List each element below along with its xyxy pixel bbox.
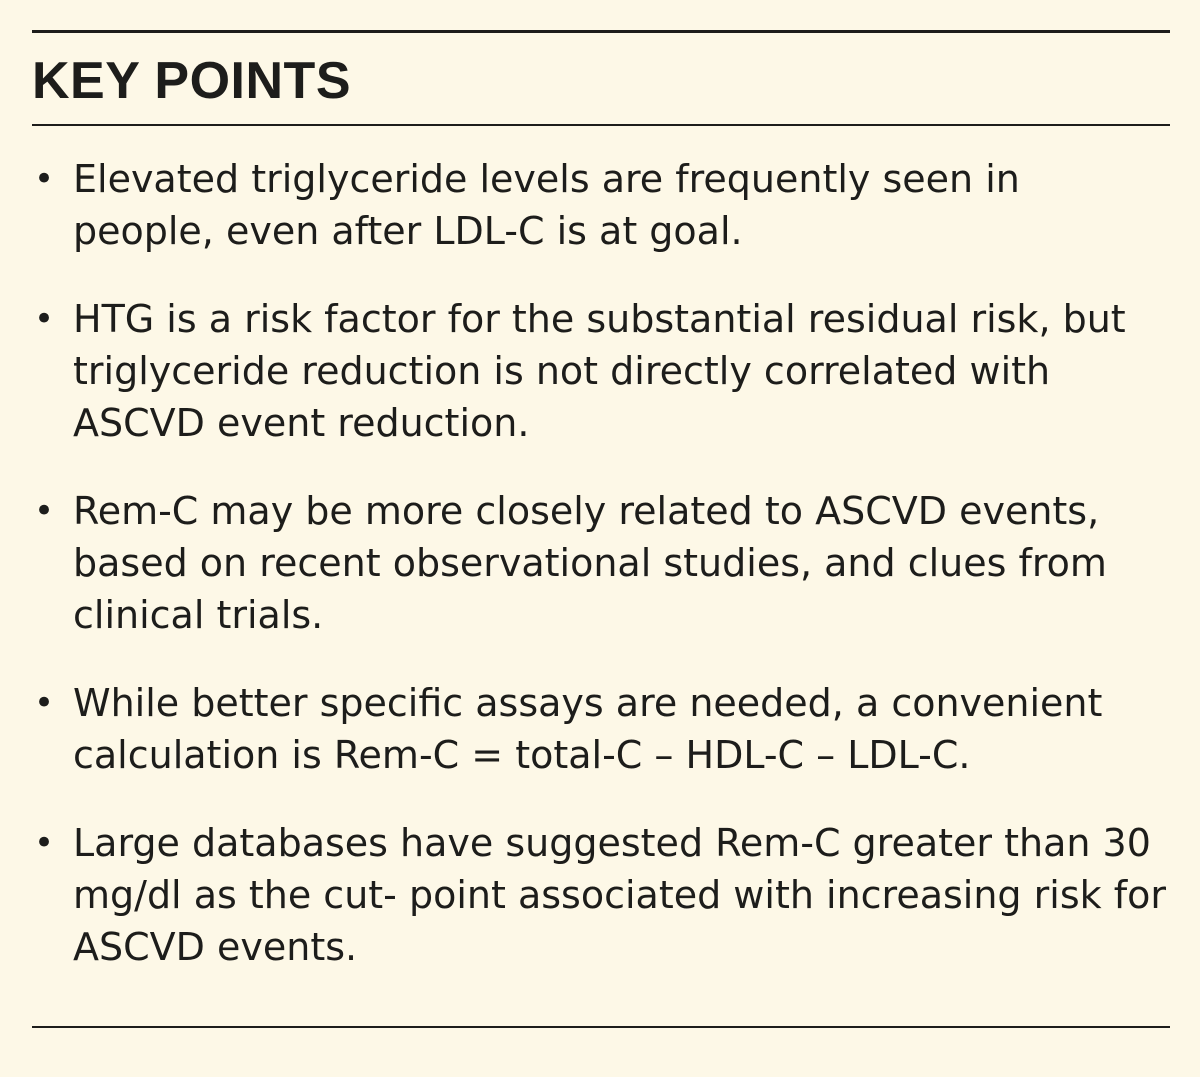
key-point-4 (32, 677, 1170, 781)
bullet-icon: • (34, 491, 55, 531)
key-point-text: Elevated triglyceride levels are frequently seen in people, even after LDL-C is at goal. (73, 157, 1020, 253)
bottom-rule (32, 1026, 1170, 1028)
key-point-5 (32, 817, 1170, 973)
key-point-1 (32, 153, 1170, 257)
bullet-icon: • (34, 683, 55, 723)
key-point-3 (32, 485, 1170, 641)
key-point-text: Rem-C may be more closely related to ASCVD events, based on recent observational studies, and clues from clinical trials. (73, 489, 1107, 637)
key-point-text: Large databases have suggested Rem-C greater than 30 mg/dl as the cut- point associated with increasing risk for ASCVD events. (73, 821, 1166, 969)
key-point-text: HTG is a risk factor for the substantial residual risk, but triglyceride reduction is not directly correlated with ASCVD event reduction. (73, 297, 1126, 445)
key-points-title: KEY POINTS (32, 52, 352, 110)
bullet-icon: • (34, 159, 55, 199)
key-points-box (32, 30, 1170, 973)
bullet-icon: • (34, 299, 55, 339)
title-rule (32, 124, 1170, 126)
key-point-2 (32, 293, 1170, 449)
bullet-icon: • (34, 823, 55, 863)
key-points-list (32, 153, 1170, 973)
top-rule (32, 30, 1170, 33)
key-point-text: While better specific assays are needed, a convenient calculation is Rem-C = total-C – HDL-C – LDL-C. (73, 681, 1103, 777)
